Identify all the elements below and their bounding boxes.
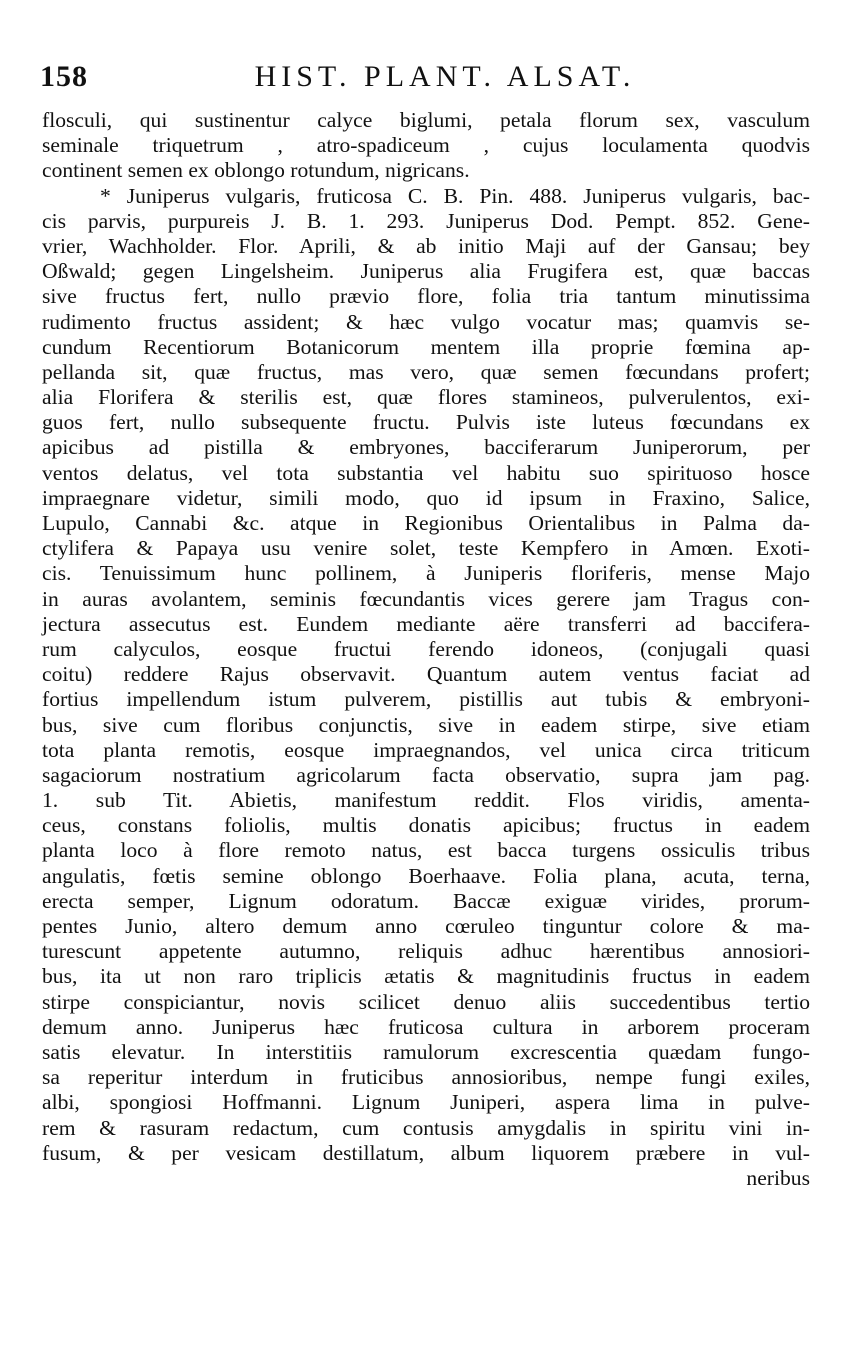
text-line: sive fructus fert, nullo prævio flore, folia tria tantum minutissima (42, 284, 810, 309)
text-line: Oßwald; gegen Lingelsheim. Juniperus alia Frugifera est, quæ baccas (42, 259, 810, 284)
text-line: in auras avolantem, seminis fœcundantis vices gerere jam Tragus con- (42, 586, 810, 611)
text-line: pentes Junio, altero demum anno cœruleo tinguntur colore & ma- (42, 914, 810, 938)
body-text (42, 108, 810, 1191)
text-line: impraegnare videtur, simili modo, quo id ipsum in Fraxino, Salice, (42, 485, 810, 510)
text-line: satis elevatur. In interstitiis ramulorum excrescentia quædam fungo- (42, 1039, 810, 1064)
text-line: rem & rasuram redactum, cum contusis amygdalis in spiritu vini in- (42, 1115, 810, 1140)
text-line: ventos delatus, vel tota substantia vel habitu suo spirituoso hosce (42, 460, 810, 485)
text-line: Lupulo, Cannabi &c. atque in Regionibus Orientalibus in Palma da- (42, 511, 810, 535)
text-line: vrier, Wachholder. Flor. Aprili, & ab initio Maji auf der Gansau; bey (42, 233, 810, 258)
text-line: neribus (746, 1165, 810, 1190)
text-line: stirpe conspiciantur, novis scilicet denuo aliis succedentibus tertio (42, 989, 810, 1014)
running-title: HIST. PLANT. ALSAT. (254, 60, 636, 93)
text-line: cis. Tenuissimum hunc pollinem, à Juniperis floriferis, mense Majo (42, 561, 810, 586)
text-line: bus, sive cum floribus conjunctis, sive in eadem stirpe, sive etiam (42, 712, 810, 737)
text-line: sa reperitur interdum in fruticibus annosioribus, nempe fungi exiles, (42, 1065, 810, 1090)
text-line: pellanda sit, quæ fructus, mas vero, quæ semen fœcundans profert; (42, 359, 810, 384)
text-line: flosculi, qui sustinentur calyce biglumi, petala florum sex, vasculum (42, 108, 810, 132)
text-line: fusum, & per vesicam destillatum, album liquorem præbere in vul- (42, 1140, 810, 1165)
text-line: seminale triquetrum , atro-spadiceum , cujus loculamenta quodvis (42, 133, 810, 158)
text-line: fortius impellendum istum pulverem, pistillis aut tubis & embryoni- (42, 687, 810, 712)
text-line: demum anno. Juniperus hæc fruticosa cultura in arborem proceram (42, 1014, 810, 1039)
text-line: jectura assecutus est. Eundem mediante aëre transferri ad baccifera- (42, 611, 810, 636)
text-line: coitu) reddere Rajus observavit. Quantum autem ventus faciat ad (42, 662, 810, 687)
text-line: cundum Recentiorum Botanicorum mentem illa proprie fœmina ap- (42, 334, 810, 359)
text-line: tota planta remotis, eosque impraegnandos, vel unica circa triticum (42, 737, 810, 762)
text-line: continent semen ex oblongo rotundum, nigricans. (42, 158, 470, 183)
text-line: planta loco à flore remoto natus, est bacca turgens ossiculis tribus (42, 838, 810, 863)
page-header (40, 58, 810, 94)
text-line: erecta semper, Lignum odoratum. Baccæ exiguæ virides, prorum- (42, 888, 810, 913)
text-line: apicibus ad pistilla & embryones, bacciferarum Juniperorum, per (42, 435, 810, 460)
text-line: 1. sub Tit. Abietis, manifestum reddit. Flos viridis, amenta- (42, 788, 810, 813)
text-line: bus, ita ut non raro triplicis ætatis & magnitudinis fructus in eadem (42, 964, 810, 989)
text-line: sagaciorum nostratium agricolarum facta observatio, supra jam pag. (42, 762, 810, 787)
text-line: rum calyculos, eosque fructui ferendo idoneos, (conjugali quasi (42, 636, 810, 661)
text-line: alia Florifera & sterilis est, quæ flores stamineos, pulverulentos, exi- (42, 385, 810, 410)
page-number: 158 (40, 60, 88, 93)
text-line: turescunt appetente autumno, reliquis adhuc hærentibus annosiori- (42, 939, 810, 964)
text-line: rudimento fructus assident; & hæc vulgo vocatur mas; quamvis se- (42, 309, 810, 334)
text-line: cis parvis, purpureis J. B. 1. 293. Juniperus Dod. Pempt. 852. Gene- (42, 208, 810, 233)
text-line: * Juniperus vulgaris, fruticosa C. B. Pin. 488. Juniperus vulgaris, bac- (100, 183, 810, 208)
text-line: guos fert, nullo subsequente fructu. Pulvis iste luteus fœcundans ex (42, 410, 810, 435)
text-line: ctylifera & Papaya usu venire solet, teste Kempfero in Amœn. Exoti- (42, 536, 810, 561)
text-line: albi, spongiosi Hoffmanni. Lignum Juniperi, aspera lima in pulve- (42, 1090, 810, 1115)
text-line: ceus, constans foliolis, multis donatis apicibus; fructus in eadem (42, 813, 810, 838)
text-line: angulatis, fœtis semine oblongo Boerhaave. Folia plana, acuta, terna, (42, 863, 810, 888)
